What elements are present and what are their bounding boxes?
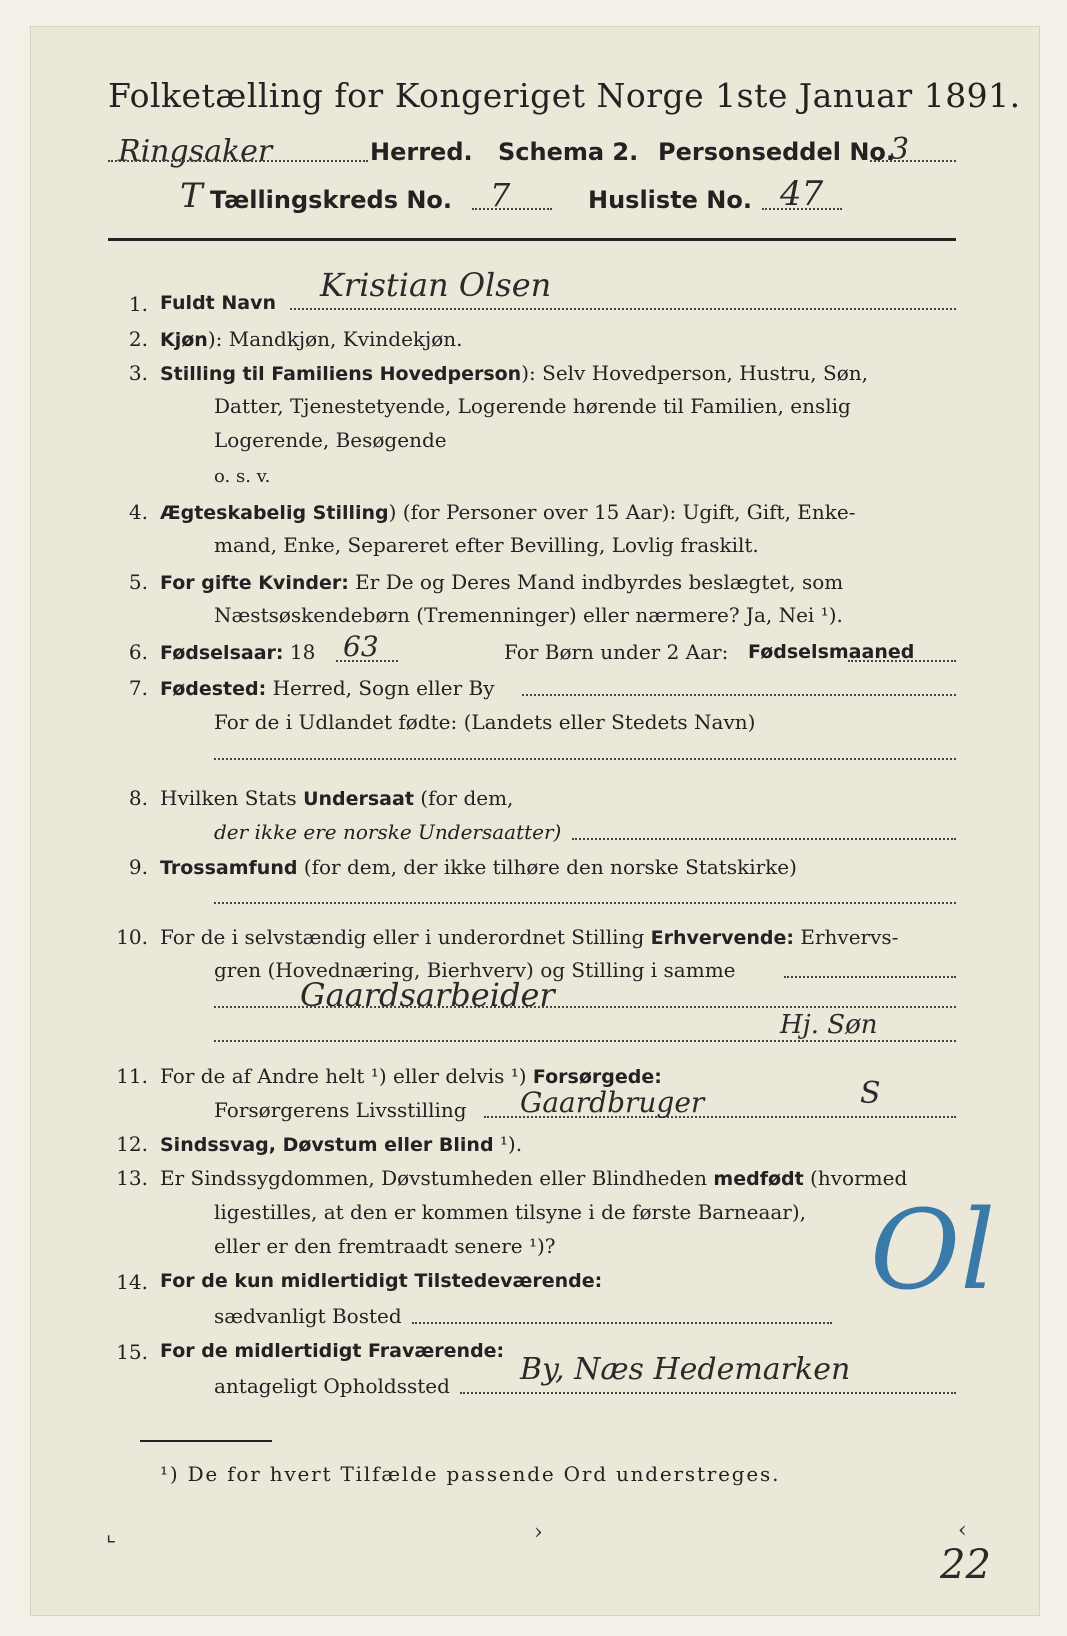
- usual-residence-line: [412, 1322, 832, 1324]
- footnote: ¹) De for hvert Tilfælde passende Ord understreges.: [160, 1462, 781, 1486]
- item-10-cont-1: gren (Hovednæring, Bierhverv) og Stilling i samme: [214, 958, 736, 982]
- religion-line: [214, 902, 956, 904]
- full-name-line: [290, 308, 956, 310]
- item-number: 6.: [128, 640, 148, 664]
- registration-mark-left: ⌞: [106, 1522, 117, 1547]
- birth-month-line: [848, 660, 956, 662]
- item-text: ): Mandkjøn, Kvindekjøn.: [207, 327, 463, 351]
- header-rule: [108, 238, 956, 241]
- occupation-line-1: [784, 976, 956, 978]
- item-number: 5.: [128, 570, 148, 594]
- item-number: 4.: [128, 500, 148, 524]
- item-text: Herred, Sogn eller By: [266, 676, 495, 700]
- item-number: 12.: [116, 1132, 148, 1156]
- item-15-cont-1: antageligt Opholdssted: [214, 1374, 450, 1398]
- item-number: 7.: [128, 676, 148, 700]
- citizenship-line: [572, 838, 956, 840]
- item-13-cont-1: ligestilles, at den er kommen tilsyne i de første Barneaar),: [214, 1200, 807, 1224]
- item-number: 13.: [116, 1166, 148, 1190]
- item-number: 11.: [116, 1064, 148, 1088]
- item-text: Er Sindssygdommen, Døvstumheden eller Blindheden: [160, 1166, 714, 1190]
- foreign-birthplace-line: [214, 758, 956, 760]
- item-label: medfødt: [713, 1168, 804, 1190]
- item-label: For de midlertidigt Fraværende:: [160, 1340, 505, 1362]
- item-number: 8.: [128, 786, 148, 810]
- personseddel-value: 3: [890, 132, 910, 167]
- item-label: Ægteskabelig Stilling: [160, 502, 389, 524]
- item-label: Fødselsmaaned: [748, 641, 915, 663]
- item-5-cont-1: Næstsøskendebørn (Tremenninger) eller nærmere? Ja, Nei ¹).: [214, 603, 843, 627]
- item-label: Trossamfund: [160, 857, 298, 879]
- husliste-value: 47: [780, 174, 824, 214]
- form-title: Folketælling for Kongeriget Norge 1ste Januar 1891.: [108, 76, 1021, 115]
- item-label: Undersaat: [303, 788, 414, 810]
- item-text: For Børn under 2 Aar:: [504, 640, 729, 664]
- registration-mark-center: ›: [534, 1520, 543, 1545]
- temporary-residence-line: [460, 1392, 956, 1394]
- item-4-cont-1: mand, Enke, Separeret efter Bevilling, Lovlig fraskilt.: [214, 533, 759, 557]
- item-text: (for dem,: [413, 786, 514, 810]
- corner-number: 22: [940, 1542, 991, 1588]
- occupation-value-2: Hj. Søn: [780, 1010, 878, 1040]
- schema-label: Schema 2.: [498, 138, 639, 166]
- item-label: Forsørgede:: [532, 1066, 662, 1088]
- item-text: Er De og Deres Mand indbyrdes beslægtet, som: [348, 570, 844, 594]
- item-14-cont-1: sædvanligt Bosted: [214, 1304, 402, 1328]
- item-text: (hvormed: [803, 1166, 908, 1190]
- item-text: ): Selv Hovedperson, Hustru, Søn,: [521, 361, 868, 385]
- provider-value: Gaardbruger: [520, 1086, 705, 1119]
- provider-value-2: S: [860, 1076, 881, 1111]
- personseddel-line: [870, 160, 956, 162]
- item-number: 2.: [128, 327, 148, 351]
- item-3-cont-2: Logerende, Besøgende: [214, 428, 447, 452]
- item-number: 3.: [128, 361, 148, 385]
- item-3-cont-3: o. s. v.: [214, 466, 271, 487]
- item-label: Fødested:: [160, 678, 267, 700]
- tellingskreds-line: [472, 208, 552, 210]
- item-number: 1.: [128, 292, 148, 316]
- herred-line: [108, 160, 368, 162]
- husliste-line: [762, 208, 842, 210]
- item-label: Erhvervende:: [650, 927, 795, 949]
- full-name-value: Kristian Olsen: [320, 266, 552, 304]
- birth-year-line: [336, 660, 398, 662]
- item-label: Sindssvag, Døvstum eller Blind: [160, 1134, 494, 1156]
- item-label: Fuldt Navn: [160, 292, 277, 314]
- tellingskreds-label: Tællingskreds No.: [210, 186, 453, 214]
- item-13-cont-2: eller er den fremtraadt senere ¹)?: [214, 1234, 556, 1258]
- item-text: ) (for Personer over 15 Aar): Ugift, Gift, Enke-: [388, 500, 856, 524]
- item-number: 15.: [116, 1340, 148, 1364]
- item-3-cont-1: Datter, Tjenestetyende, Logerende hørende til Familien, enslig: [214, 394, 851, 418]
- occupation-line-3: [214, 1040, 956, 1042]
- birth-year-value: 63: [343, 630, 379, 663]
- occupation-line-2: [214, 1006, 956, 1008]
- footnote-rule: [140, 1440, 272, 1442]
- tellingskreds-value: 7: [490, 176, 511, 214]
- item-number: 9.: [128, 855, 148, 879]
- item-8-cont-1: der ikke ere norske Undersaatter): [214, 820, 562, 844]
- item-label: Kjøn: [160, 329, 208, 351]
- birthplace-line: [522, 694, 956, 696]
- item-text: (for dem, der ikke tilhøre den norske Statskirke): [297, 855, 797, 879]
- item-text: For de af Andre helt ¹) eller delvis ¹): [160, 1064, 533, 1088]
- registration-mark-right: ‹: [958, 1518, 967, 1543]
- item-number: 14.: [116, 1270, 148, 1294]
- item-label: For gifte Kvinder:: [160, 572, 349, 594]
- item-11-cont-1: Forsørgerens Livsstilling: [214, 1098, 467, 1122]
- item-text: For de i selvstændig eller i underordnet Stilling: [160, 925, 651, 949]
- item-text: Hvilken Stats: [160, 786, 297, 810]
- personseddel-label: Personseddel No.: [658, 138, 896, 166]
- item-label: Stilling til Familiens Hovedperson: [160, 363, 522, 385]
- occupation-value: Gaardsarbeider: [300, 976, 555, 1014]
- item-label: For de kun midlertidigt Tilstedeværende:: [160, 1270, 603, 1292]
- item-text: Erhvervs-: [794, 925, 899, 949]
- item-text: 18: [283, 640, 316, 664]
- item-7-cont-1: For de i Udlandet fødte: (Landets eller Stedets Navn): [214, 710, 756, 734]
- husliste-label: Husliste No.: [588, 186, 752, 214]
- item-label: Fødselsaar:: [160, 642, 284, 664]
- temporary-residence-value: By, Næs Hedemarken: [520, 1352, 851, 1387]
- item-number: 10.: [116, 925, 148, 949]
- herred-label: Herred.: [370, 138, 473, 166]
- tellingskreds-prefix-flourish: T: [180, 176, 203, 216]
- item-text: ¹).: [493, 1132, 523, 1156]
- blue-annotation: Ol: [870, 1186, 996, 1314]
- herred-value: Ringsaker: [118, 134, 273, 169]
